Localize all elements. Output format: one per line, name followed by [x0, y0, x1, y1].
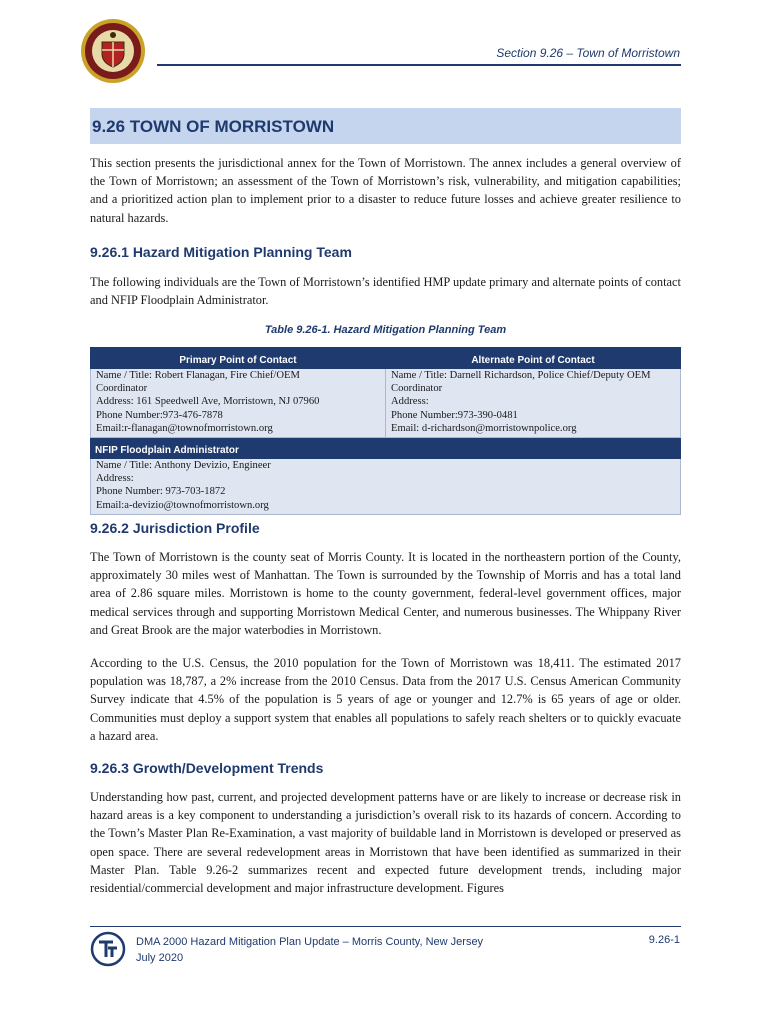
planning-team-table: [90, 347, 681, 515]
section-header: Section 9.26 – Town of Morristown: [496, 46, 680, 60]
nfip-phone: Phone Number: 973-703-1872: [96, 486, 226, 498]
primary-name: Name / Title: Robert Flanagan, Fire Chief/OEM: [96, 370, 300, 381]
primary-contact-header: Primary Point of Contact: [91, 348, 386, 369]
alternate-title-cont: Coordinator: [391, 383, 443, 395]
footer-plan-title: DMA 2000 Hazard Mitigation Plan Update – Morris County, New Jersey: [136, 936, 484, 948]
alternate-contact-header: Alternate Point of Contact: [386, 348, 681, 369]
nfip-cell: [91, 459, 681, 515]
footer-date: July 2020: [136, 952, 184, 964]
profile-paragraph-2: According to the U.S. Census, the 2010 population for the Town of Morristown was 18,411. The estimated 2017 population was 18,787, a 2% increase from the 2010 Census. Data from the 2017 U.S. Census American Community Survey indicate that 4.5% of the population is 5 years of age or younger and 12.7% is 65 years of age or older. Communities must deploy a support system that enables all populations to safely reach shelters or to quickly evacuate a hazard area.: [90, 656, 681, 743]
profile-paragraph-1: The Town of Morristown is the county seat of Morris County. It is located in the northeastern portion of the County, approximately 30 miles west of Manhattan. The Town is surrounded by the Township of Morris and has a total land area of 2.86 square miles. Morristown is home to the county government, federal-level government offices, major medical services through and supporting Morristown Medical Center, and numerous businesses. The Whippany River and Great Brook are the major waterbodies in Morristown.: [90, 550, 681, 637]
heading-jurisdiction-profile: 9.26.2 Jurisdiction Profile: [90, 520, 260, 536]
alternate-phone: Phone Number:973-390-0481: [391, 409, 518, 421]
alternate-name: Name / Title: Darnell Richardson, Police Chief/Deputy OEM: [391, 370, 651, 381]
tetra-tech-logo: [90, 931, 126, 967]
alternate-contact-cell: [386, 369, 681, 438]
header-rule: [157, 64, 681, 66]
table-caption: Table 9.26-1. Hazard Mitigation Planning Team: [264, 324, 507, 336]
nfip-header: NFIP Floodplain Administrator: [91, 438, 681, 459]
primary-address: Address: 161 Speedwell Ave, Morristown, NJ 07960: [96, 396, 320, 408]
nfip-name: Name / Title: Anthony Devizio, Engineer: [96, 460, 271, 472]
intro-paragraph: This section presents the jurisdictional annex for the Town of Morristown. The annex includes a general overview of the Town of Morristown; an assessment of the Town of Morristown’s risk, vulnerability, and mitigation capabilities; and a prioritized action plan to implement prior to a disaster to reduce future losses and achieve greater resilience to natural hazards.: [90, 156, 681, 225]
primary-email: Email:r-flanagan@townofmorristown.org: [96, 422, 273, 434]
nfip-address: Address:: [96, 473, 134, 485]
title-bar: [90, 108, 681, 144]
alternate-email: Email: d-richardson@morristownpolice.org: [391, 422, 577, 434]
team-paragraph: The following individuals are the Town of Morristown’s identified HMP update primary and alternate points of contact and NFIP Floodplain Administrator.: [90, 275, 681, 308]
footer-text: [136, 934, 483, 966]
page-title: 9.26 TOWN OF MORRISTOWN: [92, 117, 335, 136]
primary-phone: Phone Number:973-476-7878: [96, 409, 223, 421]
nfip-email: Email:a-devizio@townofmorristown.org: [96, 499, 269, 511]
primary-title-cont: Coordinator: [96, 383, 148, 395]
footer-rule: [90, 926, 681, 927]
alternate-address: Address:: [391, 396, 429, 408]
heading-planning-team: 9.26.1 Hazard Mitigation Planning Team: [90, 244, 352, 260]
page-number: 9.26-1: [648, 934, 680, 946]
heading-growth-trends: 9.26.3 Growth/Development Trends: [90, 760, 324, 776]
growth-paragraph: Understanding how past, current, and projected development patterns have or are likely to increase or decrease risk in hazard areas is a key component to understanding a jurisdiction’s overall risk to its hazards of concern. According to the Town’s Master Plan Re-Examination, a vast majority of buildable land in Morristown is developed or preserved as open space. There are several redevelopment areas in Morristown that have been identified as summarized in their Master Plan. Table 9.26-2 summarizes recent and expected future development trends, including major residential/commercial development and major infrastructure development. Figures: [90, 790, 681, 896]
primary-contact-cell: [91, 369, 386, 438]
county-seal-logo: [80, 18, 146, 84]
